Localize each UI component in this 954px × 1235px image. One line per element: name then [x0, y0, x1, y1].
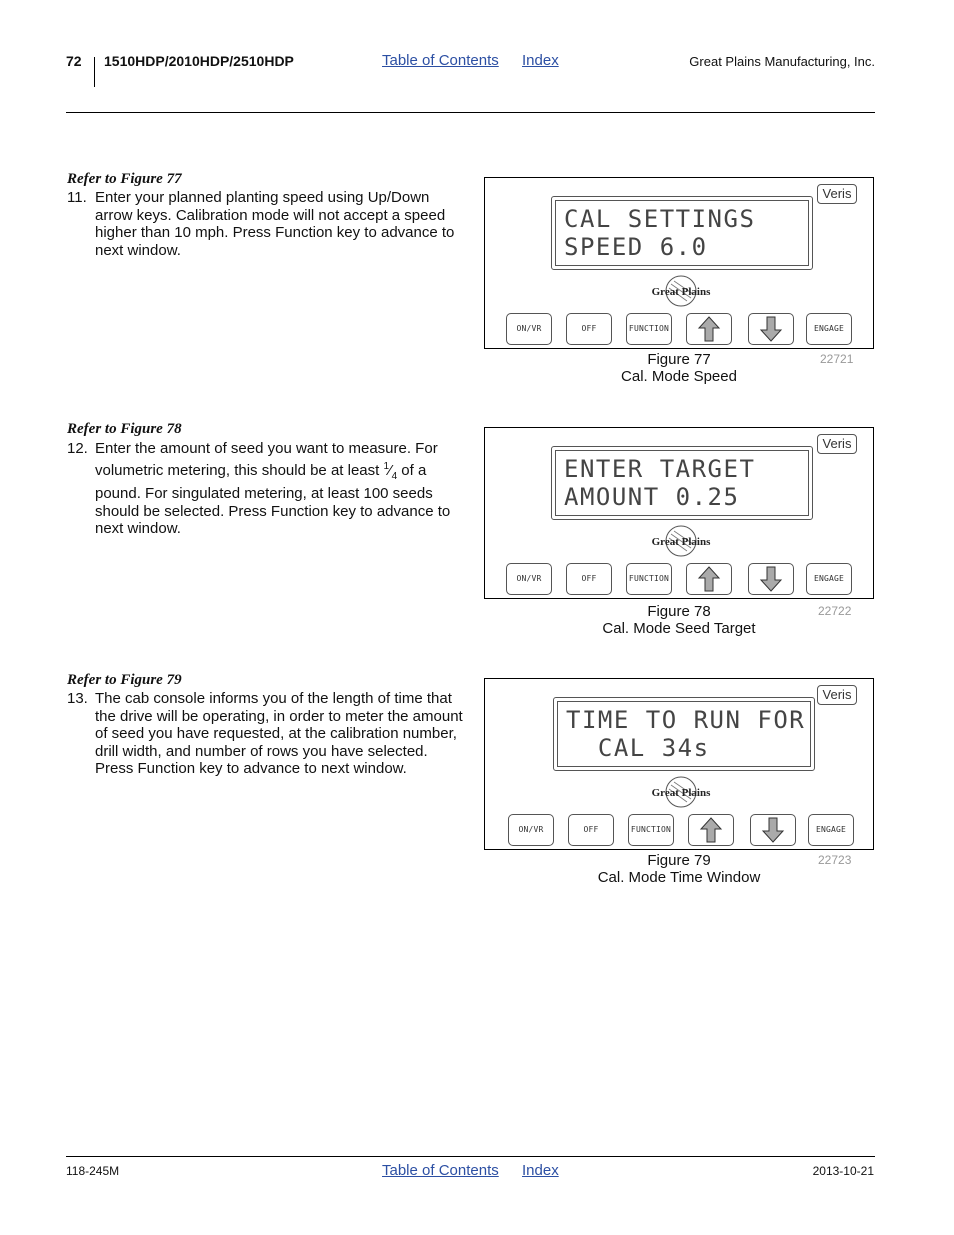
- header-rule: [66, 112, 875, 113]
- great-plains-logo: [641, 524, 721, 558]
- on-vr-button[interactable]: ON/VR: [506, 563, 552, 595]
- figure-77-caption: [484, 351, 874, 385]
- veris-logo: Veris: [817, 184, 857, 204]
- doc-date: 2013-10-21: [812, 1164, 874, 1178]
- up-arrow-icon: [699, 817, 723, 843]
- refer-figure-78: Refer to Figure 78: [67, 421, 182, 437]
- function-button[interactable]: FUNCTION: [626, 313, 672, 345]
- figure-77-console: [484, 177, 874, 349]
- model-title: 1510HDP/2010HDP/2510HDP: [104, 53, 294, 69]
- on-vr-button[interactable]: ON/VR: [508, 814, 554, 846]
- doc-number: 118-245M: [66, 1164, 120, 1178]
- lcd-display: [551, 446, 813, 520]
- refer-figure-79: Refer to Figure 79: [67, 672, 182, 688]
- figure-79-console: [484, 678, 874, 850]
- caption-title: Figure 78: [647, 603, 711, 620]
- caption-text: Cal. Mode Time Window: [597, 869, 761, 886]
- up-arrow-button[interactable]: [686, 563, 732, 595]
- figure-78-console: [484, 427, 874, 599]
- on-vr-button[interactable]: ON/VR: [506, 313, 552, 345]
- step-13: [67, 690, 467, 778]
- refer-figure-77: Refer to Figure 77: [67, 171, 182, 187]
- footer-index-link[interactable]: Index: [522, 1162, 559, 1179]
- lcd-line-2: SPEED 6.0: [564, 233, 708, 261]
- company-name: Great Plains Manufacturing, Inc.: [689, 54, 875, 69]
- step-number: 11.: [67, 189, 87, 206]
- toc-link[interactable]: Table of Contents: [382, 52, 499, 69]
- figure-number: 22721: [820, 352, 854, 366]
- step-11: [67, 189, 467, 259]
- figure-number: 22722: [818, 604, 852, 618]
- caption-text: Cal. Mode Seed Target: [602, 620, 756, 637]
- caption-text: Cal. Mode Speed: [621, 368, 737, 385]
- caption-title: Figure 79: [647, 852, 711, 869]
- veris-logo: Veris: [817, 685, 857, 705]
- caption-title: Figure 77: [647, 351, 711, 368]
- down-arrow-icon: [759, 566, 783, 592]
- down-arrow-button[interactable]: [748, 313, 794, 345]
- step-12: [67, 440, 467, 538]
- footer-toc-link[interactable]: Table of Contents: [382, 1162, 499, 1179]
- great-plains-logo: [641, 274, 721, 308]
- lcd-display: [553, 697, 815, 771]
- up-arrow-button[interactable]: [686, 313, 732, 345]
- step-text: Enter the amount of seed you want to measure. For volumetric metering, this should be at least $^1⁄_4$ of a pound. For singulated metering, at least 100 seeds should be selected. Press Function key to advance to next window.: [95, 440, 451, 537]
- down-arrow-button[interactable]: [748, 563, 794, 595]
- svg-text:Great Plains: Great Plains: [651, 536, 711, 548]
- step-text: Enter your planned planting speed using Up/Down arrow keys. Calibration mode will not accept a speed higher than 10 mph. Press Function key to advance to next window.: [95, 189, 455, 259]
- engage-button[interactable]: ENGAGE: [806, 563, 852, 595]
- figure-78-caption: [484, 603, 874, 637]
- header-divider: [94, 57, 95, 87]
- great-plains-logo: [641, 775, 721, 809]
- lcd-line-1: ENTER TARGET: [564, 455, 756, 483]
- page-number: 72: [66, 53, 82, 69]
- figure-number: 22723: [818, 853, 852, 867]
- engage-button[interactable]: ENGAGE: [808, 814, 854, 846]
- lcd-line-1: CAL SETTINGS: [564, 205, 756, 233]
- index-link[interactable]: Index: [522, 52, 559, 69]
- down-arrow-button[interactable]: [750, 814, 796, 846]
- down-arrow-icon: [761, 817, 785, 843]
- figure-79-caption: [484, 852, 874, 886]
- up-arrow-icon: [697, 566, 721, 592]
- off-button[interactable]: OFF: [566, 313, 612, 345]
- up-arrow-button[interactable]: [688, 814, 734, 846]
- off-button[interactable]: OFF: [568, 814, 614, 846]
- veris-logo: Veris: [817, 434, 857, 454]
- function-button[interactable]: FUNCTION: [628, 814, 674, 846]
- lcd-display: [551, 196, 813, 270]
- up-arrow-icon: [697, 316, 721, 342]
- lcd-line-1: TIME TO RUN FOR: [566, 706, 806, 734]
- engage-button[interactable]: ENGAGE: [806, 313, 852, 345]
- down-arrow-icon: [759, 316, 783, 342]
- step-text: The cab console informs you of the length of time that the drive will be operating, in order to meter the amount of seed you have requested, at the calibration number, drill width, and number of rows you have selected. Press Function key to advance to next window.: [95, 690, 463, 777]
- function-button[interactable]: FUNCTION: [626, 563, 672, 595]
- step-number: 13.: [67, 690, 88, 707]
- lcd-line-2: AMOUNT 0.25: [564, 483, 740, 511]
- footer-rule: [66, 1156, 875, 1157]
- step-number: 12.: [67, 440, 88, 457]
- off-button[interactable]: OFF: [566, 563, 612, 595]
- svg-text:Great Plains: Great Plains: [651, 286, 711, 298]
- svg-text:Great Plains: Great Plains: [651, 787, 711, 799]
- lcd-line-2: CAL 34s: [566, 734, 710, 762]
